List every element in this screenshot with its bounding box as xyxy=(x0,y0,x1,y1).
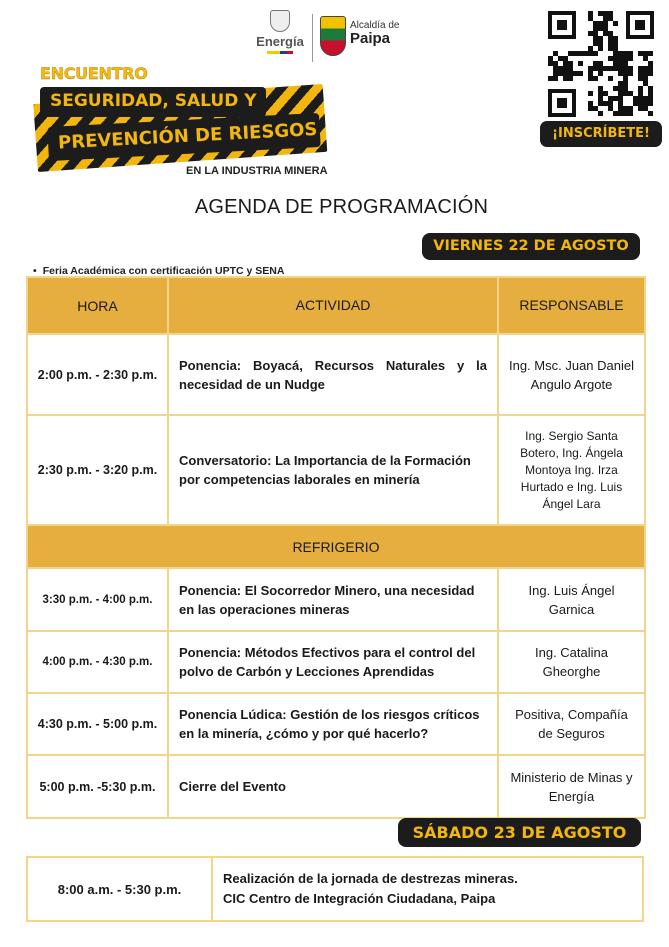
agenda-title: AGENDA DE PROGRAMACIÓN xyxy=(194,196,489,218)
qr-module xyxy=(593,76,598,81)
logo-divider xyxy=(312,14,313,62)
qr-module xyxy=(593,51,598,56)
day1-badge: VIERNES 22 DE AGOSTO xyxy=(422,233,640,260)
header-logos xyxy=(252,10,412,66)
row-time: 3:30 p.m. - 4:00 p.m. xyxy=(27,568,168,631)
qr-finder xyxy=(548,11,576,39)
qr-module xyxy=(578,71,583,76)
activity-line: Realización de la jornada de destrezas mineras. xyxy=(223,871,518,886)
row-responsible: Ing. Catalina Gheorghe xyxy=(498,631,645,693)
qr-module xyxy=(648,51,653,56)
row-activity: Ponencia: Boyacá, Recursos Naturales y la necesidad de un Nudge xyxy=(168,334,498,415)
event-kicker: ENCUENTRO xyxy=(40,64,148,83)
table-row xyxy=(27,857,643,921)
colombia-flag-bar xyxy=(267,51,293,54)
agenda-table-friday xyxy=(26,276,646,819)
row-responsible: Ministerio de Minas y Energía xyxy=(498,755,645,818)
header-responsable: RESPONSABLE xyxy=(498,277,645,334)
register-cta[interactable]: ¡INSCRÍBETE! xyxy=(540,121,662,147)
row-activity: Ponencia Lúdica: Gestión de los riesgos críticos en la minería, ¿cómo y por qué hacerlo? xyxy=(168,693,498,755)
table-row xyxy=(27,631,645,693)
qr-module xyxy=(608,76,613,81)
row-activity xyxy=(212,857,643,921)
row-responsible: Ing. Sergio Santa Botero, Ing. Ángela Montoya Ing. Irza Hurtado e Ing. Luis Ángel Lara xyxy=(498,415,645,525)
event-title-line2: PREVENCIÓN DE RIESGOS xyxy=(47,113,320,161)
row-time: 4:30 p.m. - 5:00 p.m. xyxy=(27,693,168,755)
table-row xyxy=(27,334,645,415)
row-responsible: Positiva, Compañía de Seguros xyxy=(498,693,645,755)
fair-note: • Feria Académica con certificación UPTC y SENA xyxy=(33,265,284,277)
table-header-row xyxy=(27,277,645,334)
qr-module xyxy=(613,21,618,26)
row-time: 2:30 p.m. - 3:20 p.m. xyxy=(27,415,168,525)
qr-module xyxy=(588,91,593,96)
qr-module xyxy=(598,71,603,76)
row-time: 8:00 a.m. - 5:30 p.m. xyxy=(27,857,212,921)
qr-finder xyxy=(626,11,654,39)
header-actividad: ACTIVIDAD xyxy=(168,277,498,334)
paipa-shield-icon xyxy=(320,16,346,56)
qr-module xyxy=(553,76,558,81)
day2-badge: SÁBADO 23 DE AGOSTO xyxy=(398,818,641,847)
qr-finder xyxy=(548,89,576,117)
qr-module xyxy=(648,111,653,116)
row-time: 2:00 p.m. - 2:30 p.m. xyxy=(27,334,168,415)
qr-module xyxy=(628,111,633,116)
table-row xyxy=(27,415,645,525)
energia-label: Energía xyxy=(256,34,304,49)
qr-module xyxy=(578,61,583,66)
event-title-line1: SEGURIDAD, SALUD Y xyxy=(40,87,266,117)
qr-module xyxy=(598,46,603,51)
coat-of-arms-icon xyxy=(270,10,290,32)
break-label: REFRIGERIO xyxy=(27,525,645,568)
row-time: 4:00 p.m. - 4:30 p.m. xyxy=(27,631,168,693)
activity-line: CIC Centro de Integración Ciudadana, Paipa xyxy=(223,891,496,906)
row-time: 5:00 p.m. -5:30 p.m. xyxy=(27,755,168,818)
qr-module xyxy=(628,56,633,61)
alcaldia-logo xyxy=(350,20,399,47)
event-subtitle: EN LA INDUSTRIA MINERA xyxy=(186,165,328,177)
alcaldia-small-label: Alcaldía de xyxy=(350,20,400,31)
agenda-table-saturday xyxy=(26,856,644,922)
row-activity: Ponencia: Métodos Efectivos para el control del polvo de Carbón y Lecciones Aprendidas xyxy=(168,631,498,693)
qr-module xyxy=(568,76,573,81)
break-row xyxy=(27,525,645,568)
row-responsible: Ing. Msc. Juan Daniel Angulo Argote xyxy=(498,334,645,415)
row-activity: Conversatorio: La Importancia de la Formación por competencias laborales en minería xyxy=(168,415,498,525)
qr-module xyxy=(628,71,633,76)
energia-logo xyxy=(252,10,308,54)
qr-code-icon[interactable] xyxy=(546,9,656,119)
row-activity: Ponencia: El Socorredor Minero, una necesidad en las operaciones mineras xyxy=(168,568,498,631)
alcaldia-big-label: Paipa xyxy=(350,30,391,47)
header-hora: HORA xyxy=(27,277,168,334)
table-row xyxy=(27,755,645,818)
table-row xyxy=(27,693,645,755)
qr-module xyxy=(648,101,653,106)
qr-module xyxy=(648,71,653,76)
row-activity: Cierre del Evento xyxy=(168,755,498,818)
qr-module xyxy=(598,111,603,116)
row-responsible: Ing. Luis Ángel Garnica xyxy=(498,568,645,631)
table-row xyxy=(27,568,645,631)
